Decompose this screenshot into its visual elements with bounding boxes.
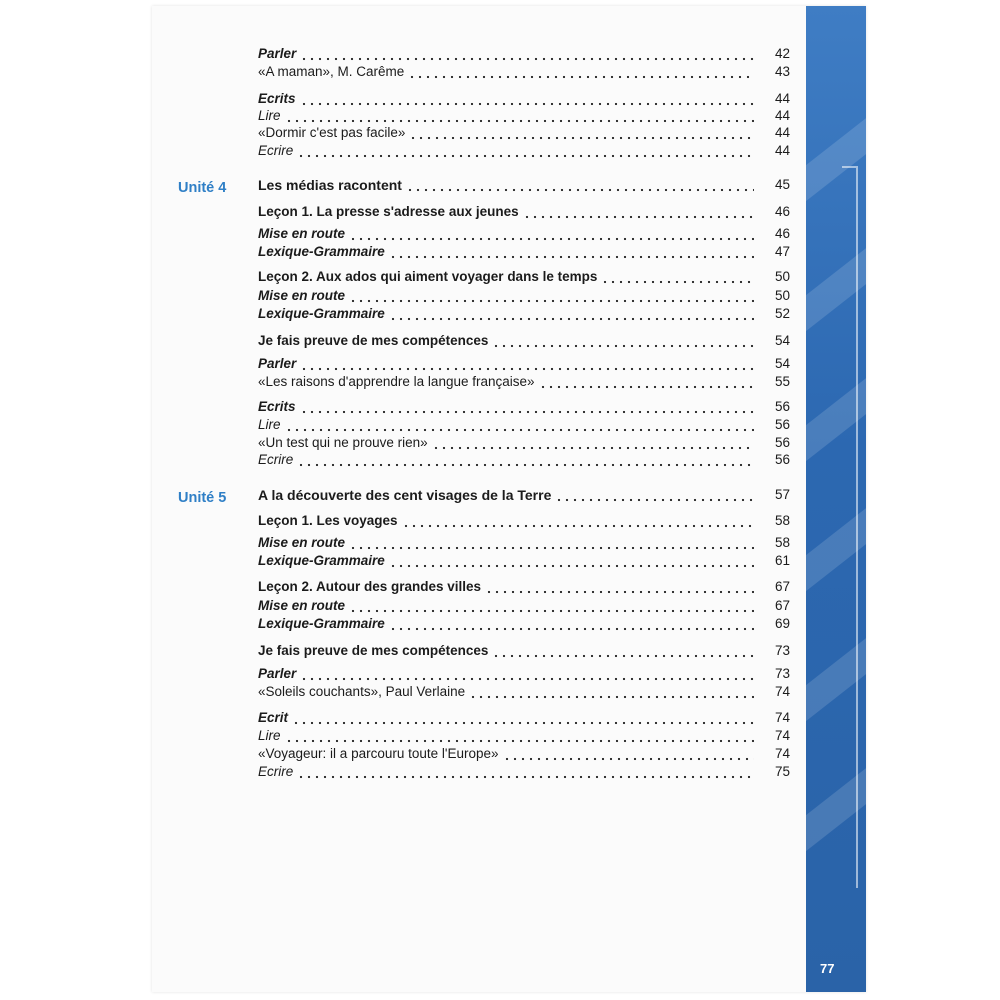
toc-entry-page-number: 74 <box>774 746 790 761</box>
dot-leader <box>408 65 754 79</box>
toc-entry-title: Leçon 2. Autour des grandes villes <box>258 579 482 594</box>
toc-entry-title: Lexique-Grammaire <box>258 306 385 321</box>
toc-entry-page-number: 58 <box>774 535 790 550</box>
toc-entry[interactable] <box>258 107 790 125</box>
dot-leader <box>432 436 754 450</box>
dot-leader <box>285 109 754 123</box>
toc-entry-title: Les médias racontent <box>258 177 402 193</box>
toc-entry-title: Leçon 2. Aux ados qui aiment voyager dans le temps <box>258 269 598 284</box>
toc-entry-title: «Voyageur: il a parcouru toute l'Europe» <box>258 746 499 761</box>
toc-entry-title: Lire <box>258 728 281 743</box>
toc-entry[interactable] <box>258 287 790 305</box>
dot-leader <box>300 667 754 681</box>
toc-entry-page-number: 43 <box>774 64 790 79</box>
toc-entry[interactable] <box>258 434 790 452</box>
toc-entry-page-number: 47 <box>774 244 790 259</box>
toc-entry[interactable] <box>258 124 790 142</box>
toc-entry-page-number: 50 <box>774 269 790 284</box>
toc-entry-title: Ecrire <box>258 764 294 779</box>
dot-leader <box>406 178 754 192</box>
dot-leader <box>285 729 754 743</box>
dot-leader <box>539 375 754 389</box>
toc-entry-title: Mise en route <box>258 288 346 303</box>
toc-entry-page-number: 56 <box>774 399 790 414</box>
toc-entry-page-number: 42 <box>774 46 790 61</box>
dot-leader <box>292 711 754 725</box>
dot-leader <box>297 453 754 467</box>
toc-entry-page-number: 46 <box>774 226 790 241</box>
toc-entry-page-number: 73 <box>774 666 790 681</box>
dot-leader <box>389 617 754 631</box>
toc-entry[interactable] <box>258 225 790 243</box>
toc-entry-title: Leçon 1. Les voyages <box>258 513 398 528</box>
toc-entry-title: Ecrit <box>258 710 289 725</box>
dot-leader <box>555 488 754 502</box>
unit-label: Unité 4 <box>178 180 227 196</box>
toc-entry-title: Ecrire <box>258 143 294 158</box>
toc-entry-title: Ecrire <box>258 452 294 467</box>
toc-entry-title: Parler <box>258 356 297 371</box>
unit-label: Unité 5 <box>178 490 227 506</box>
dot-leader <box>300 357 754 371</box>
toc-entry-page-number: 75 <box>774 764 790 779</box>
dot-leader <box>492 644 754 658</box>
toc-entry-title: Mise en route <box>258 598 346 613</box>
toc-entry-page-number: 56 <box>774 452 790 467</box>
dot-leader <box>389 554 754 568</box>
toc-entry[interactable] <box>258 727 790 745</box>
toc-entry-title: Parler <box>258 666 297 681</box>
toc-entry-title: Mise en route <box>258 535 346 550</box>
toc-entry[interactable] <box>258 90 790 108</box>
toc-entry-page-number: 56 <box>774 417 790 432</box>
dot-leader <box>503 747 755 761</box>
toc-entry-title: «Un test qui ne prouve rien» <box>258 435 428 450</box>
toc-entry-title: Lexique-Grammaire <box>258 553 385 568</box>
toc-entry[interactable] <box>258 305 790 323</box>
toc-entry[interactable] <box>258 332 790 350</box>
toc-entry[interactable] <box>258 512 790 530</box>
dot-leader <box>601 270 754 284</box>
toc-entry-title: «Soleils couchants», Paul Verlaine <box>258 684 466 699</box>
toc-entry-title: Mise en route <box>258 226 346 241</box>
toc-entry-title: Lire <box>258 108 281 123</box>
toc-entry[interactable] <box>258 268 790 286</box>
toc-entry-page-number: 69 <box>774 616 790 631</box>
toc-entry[interactable] <box>258 45 790 63</box>
toc-entry-page-number: 45 <box>774 177 790 192</box>
toc-entry-page-number: 44 <box>774 125 790 140</box>
toc-entry[interactable] <box>258 451 790 469</box>
toc-entry[interactable] <box>258 416 790 434</box>
dot-leader <box>469 685 754 699</box>
toc-entry-page-number: 54 <box>774 333 790 348</box>
dot-leader <box>300 92 754 106</box>
toc-entry-title: «A maman», M. Carême <box>258 64 405 79</box>
toc-entry-title: Je fais preuve de mes compétences <box>258 333 489 348</box>
toc-entry-title: «Dormir c'est pas facile» <box>258 125 406 140</box>
toc-entry-page-number: 58 <box>774 513 790 528</box>
dot-leader <box>492 334 754 348</box>
dot-leader <box>485 580 754 594</box>
toc-entry-title: Lexique-Grammaire <box>258 244 385 259</box>
dot-leader <box>285 418 754 432</box>
toc-entry-title: Ecrits <box>258 91 296 106</box>
toc-entry[interactable] <box>258 615 790 633</box>
toc-entry[interactable] <box>258 243 790 261</box>
dot-leader <box>523 205 754 219</box>
toc-entry-title: Je fais preuve de mes compétences <box>258 643 489 658</box>
toc-entry[interactable] <box>258 709 790 727</box>
dot-leader <box>349 227 754 241</box>
toc-entry-title: Parler <box>258 46 297 61</box>
toc-entry-page-number: 44 <box>774 91 790 106</box>
toc-entry[interactable] <box>258 63 790 81</box>
toc-entry-title: «Les raisons d'apprendre la langue française» <box>258 374 535 389</box>
toc-entry-title: Lire <box>258 417 281 432</box>
dot-leader <box>389 245 754 259</box>
toc-entry-page-number: 46 <box>774 204 790 219</box>
toc-entry[interactable] <box>258 534 790 552</box>
toc-entry-page-number: 52 <box>774 306 790 321</box>
toc-entry[interactable] <box>258 355 790 373</box>
dot-leader <box>402 514 754 528</box>
toc-entry-title: Leçon 1. La presse s'adresse aux jeunes <box>258 204 519 219</box>
dot-leader <box>297 765 754 779</box>
toc-entry-page-number: 57 <box>774 487 790 502</box>
toc-entry-page-number: 67 <box>774 579 790 594</box>
page-number: 77 <box>820 961 835 976</box>
toc-entry-title: Ecrits <box>258 399 296 414</box>
toc-unit-entry[interactable] <box>258 176 790 194</box>
toc-entry-page-number: 50 <box>774 288 790 303</box>
toc-entry[interactable] <box>258 642 790 660</box>
dot-leader <box>349 289 754 303</box>
toc-entry[interactable] <box>258 142 790 160</box>
toc-entry-page-number: 44 <box>774 143 790 158</box>
toc-entry-page-number: 54 <box>774 356 790 371</box>
toc-entry[interactable] <box>258 763 790 781</box>
dot-leader <box>349 536 754 550</box>
dot-leader <box>349 599 754 613</box>
toc-entry-page-number: 67 <box>774 598 790 613</box>
toc-entry[interactable] <box>258 373 790 391</box>
dot-leader <box>389 307 754 321</box>
toc-entry[interactable] <box>258 665 790 683</box>
toc-entry[interactable] <box>258 552 790 570</box>
toc-entry-page-number: 73 <box>774 643 790 658</box>
toc-entry-page-number: 74 <box>774 710 790 725</box>
toc-entry-title: A la découverte des cent visages de la Terre <box>258 487 552 503</box>
toc-entry[interactable] <box>258 398 790 416</box>
dot-leader <box>300 47 754 61</box>
toc-entry-page-number: 55 <box>774 374 790 389</box>
toc-entry-page-number: 61 <box>774 553 790 568</box>
toc-entry[interactable] <box>258 597 790 615</box>
toc-entry[interactable] <box>258 578 790 596</box>
toc-entry-page-number: 44 <box>774 108 790 123</box>
toc-entry-title: Lexique-Grammaire <box>258 616 385 631</box>
dot-leader <box>409 126 754 140</box>
dot-leader <box>300 400 754 414</box>
toc-entry[interactable] <box>258 745 790 763</box>
toc-entry-page-number: 56 <box>774 435 790 450</box>
toc-entry[interactable] <box>258 683 790 701</box>
toc-entry-page-number: 74 <box>774 728 790 743</box>
dot-leader <box>297 144 754 158</box>
toc-entry[interactable] <box>258 203 790 221</box>
toc-entry-page-number: 74 <box>774 684 790 699</box>
toc-unit-entry[interactable] <box>258 486 790 504</box>
